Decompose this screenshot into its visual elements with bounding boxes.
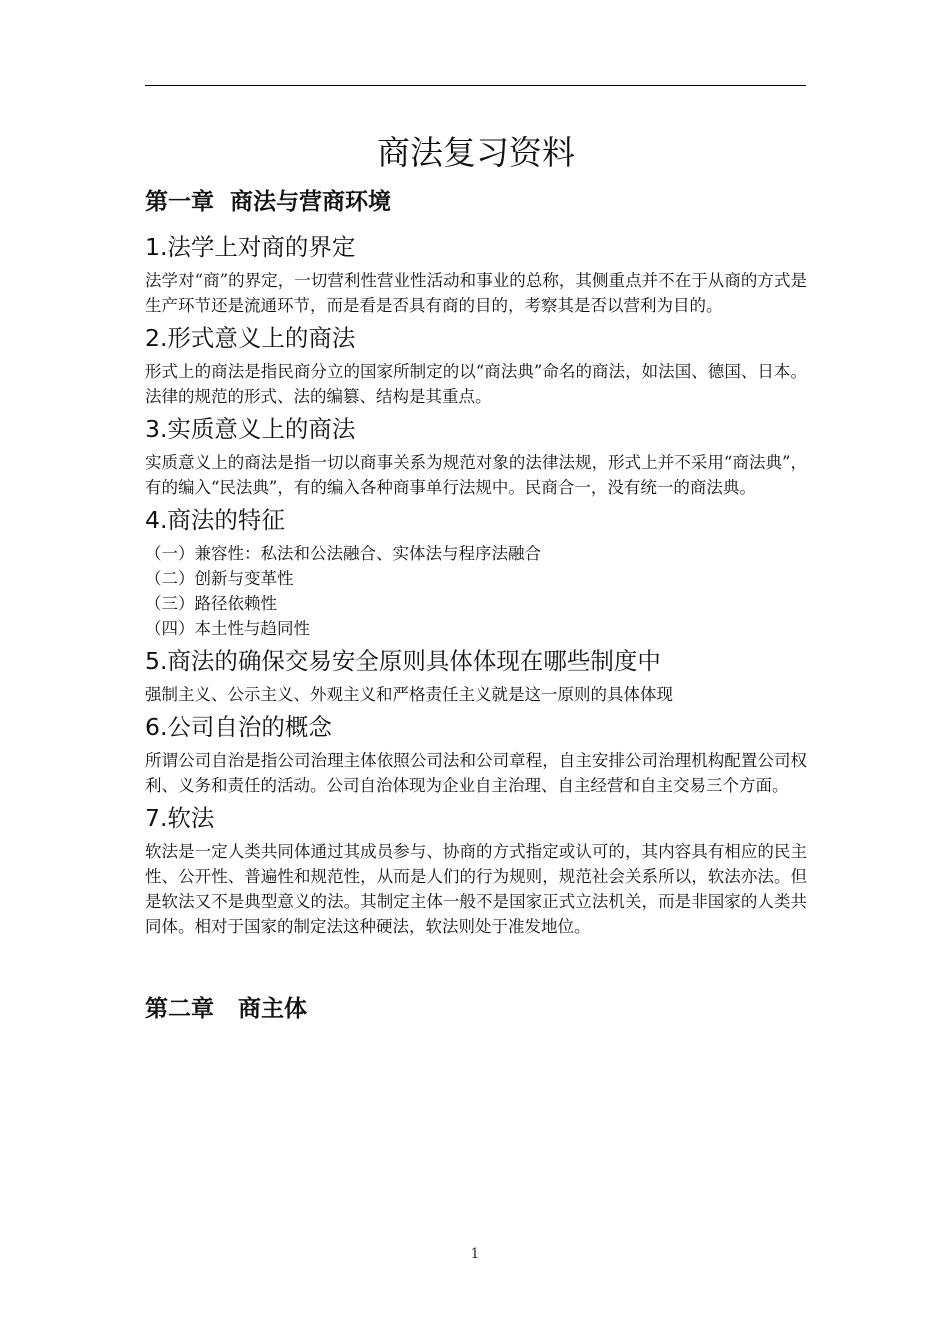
- section-heading: 2.形式意义上的商法: [145, 324, 356, 352]
- section-heading: 1.法学上对商的界定: [145, 233, 356, 261]
- section-paragraph: 强制主义、公示主义、外观主义和严格责任主义就是这一原则的具体体现: [145, 685, 673, 704]
- section-paragraph: 软法是一定人类共同体通过其成员参与、协商的方式指定或认可的，其内容具有相应的民主性、公开性、普遍性和规范性，从而是人们的行为规则，规范社会关系所以，软法亦法。但是软法又不是典型意义的法。其制定主体一般不是国家正式立法机关，而是非国家的人类共同体。相对于国家的制定法这种硬法，软法则处于准发地位。: [145, 842, 807, 936]
- section-5: [145, 644, 807, 707]
- section-4: [145, 503, 807, 641]
- section-heading: 7.软法: [145, 804, 215, 832]
- section-3: [145, 412, 807, 500]
- section-6: [145, 710, 807, 798]
- document-body: [145, 128, 807, 1037]
- list-item: （一）兼容性：私法和公法融合、实体法与程序法融合: [145, 544, 541, 563]
- page-number: 1: [470, 1246, 480, 1262]
- list-item: （四）本土性与趋同性: [145, 619, 310, 638]
- section-2: [145, 321, 807, 409]
- section-paragraph: 形式上的商法是指民商分立的国家所制定的以“商法典”命名的商法，如法国、德国、日本。法律的规范的形式、法的编篡、结构是其重点。: [145, 362, 807, 406]
- section-1: [145, 230, 807, 318]
- chapter-heading-1: 第一章 商法与营商环境: [145, 189, 392, 215]
- section-7: [145, 801, 807, 939]
- section-heading: 3.实质意义上的商法: [145, 415, 356, 443]
- section-heading: 6.公司自治的概念: [145, 713, 332, 741]
- chapter-heading-2: 第二章 商主体: [145, 996, 308, 1022]
- document-title: 商法复习资料: [377, 133, 575, 172]
- list-item: （二）创新与变革性: [145, 569, 294, 588]
- section-heading: 4.商法的特征: [145, 506, 285, 534]
- section-paragraph: 所谓公司自治是指公司治理主体依照公司法和公司章程，自主安排公司治理机构配置公司权利、义务和责任的活动。公司自治体现为企业自主治理、自主经营和自主交易三个方面。: [145, 751, 807, 795]
- section-paragraph: 实质意义上的商法是指一切以商事关系为规范对象的法律法规，形式上并不采用“商法典”，有的编入“民法典”，有的编入各种商事单行法规中。民商合一，没有统一的商法典。: [145, 453, 807, 497]
- section-heading: 5.商法的确保交易安全原则具体体现在哪些制度中: [145, 647, 661, 675]
- feature-list: [145, 541, 807, 641]
- list-item: （三）路径依赖性: [145, 594, 277, 613]
- header-rule: [145, 85, 806, 86]
- section-paragraph: 法学对“商”的界定，一切营利性营业性活动和事业的总称，其侧重点并不在于从商的方式是生产环节还是流通环节，而是看是否具有商的目的，考察其是否以营利为目的。: [145, 271, 807, 315]
